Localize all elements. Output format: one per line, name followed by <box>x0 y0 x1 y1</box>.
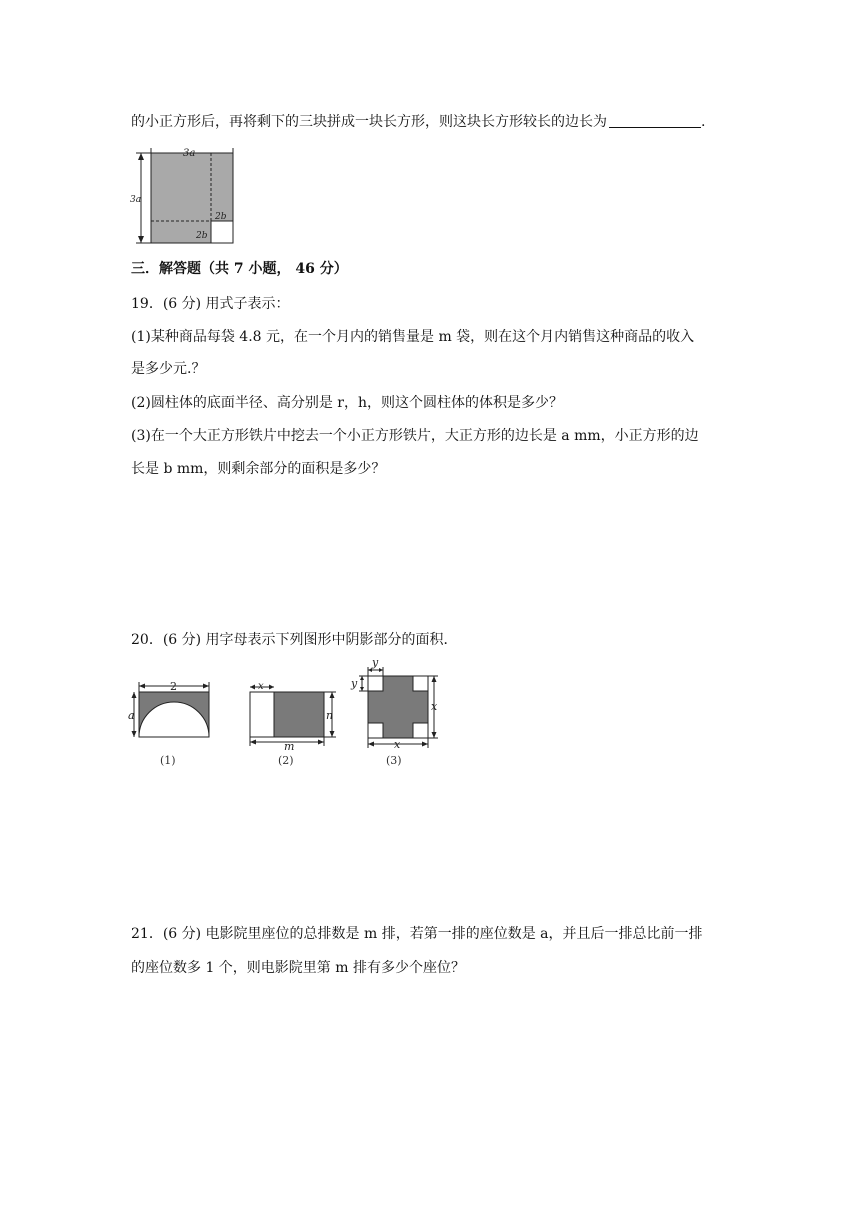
q19-part3-line2: 长是 b mm，则剩余部分的面积是多少？ <box>131 461 386 477</box>
intro-text: 的小正方形后，再将剩下的三块拼成一块长方形，则这块长方形较长的边长为 <box>131 114 607 130</box>
q19-part1-line1: (1)某种商品每袋 4.8 元，在一个月内的销售量是 m 袋，则在这个月内销售这种商品的收入 <box>131 329 695 345</box>
q19-part2: (2)圆柱体的底面半径、高分别是 r，h，则这个圆柱体的体积是多少？ <box>131 395 563 411</box>
figure-square-3a <box>128 145 240 247</box>
q19-stem: 19．(6 分) 用式子表示： <box>131 296 290 312</box>
fig18-label-bottom: 2b <box>196 231 208 241</box>
fig2-label-right: n <box>326 709 334 722</box>
fig3-label-right: x <box>431 700 438 713</box>
fig3-label-bottom: x <box>394 738 401 751</box>
fig1-label-top: 2 <box>170 680 177 693</box>
q21-line1: 21．(6 分) 电影院里座位的总排数是 m 排，若第一排的座位数是 a，并且后一排总比前一排 <box>131 926 703 942</box>
q19-part3-line1: (3)在一个大正方形铁片中挖去一个小正方形铁片，大正方形的边长是 a mm，小正方形的边 <box>131 428 699 444</box>
fig2-label-bottom: m <box>284 740 295 753</box>
fig18-label-right: 2b <box>215 212 227 222</box>
fig18-label-left: 3a <box>130 195 142 205</box>
fig18-label-top: 3a <box>183 148 196 159</box>
fig3-label-left: y <box>351 677 358 690</box>
intro-line <box>131 112 705 132</box>
intro-end-mark: . <box>701 114 706 130</box>
section-heading: 三．解答题（共 7 小题， 46 分） <box>131 261 348 277</box>
fig2-caption: (2) <box>278 754 294 767</box>
q19-part1-line2: 是多少元.？ <box>131 361 206 377</box>
q20-stem: 20．(6 分) 用字母表示下列图形中阴影部分的面积． <box>131 632 458 648</box>
figure-20-3 <box>348 656 444 770</box>
fig1-caption: (1) <box>160 754 176 767</box>
fig3-label-top: y <box>372 656 379 669</box>
fig1-label-left: a <box>128 709 135 722</box>
figure-20-2 <box>246 678 338 770</box>
q21-line2: 的座位数多 1 个，则电影院里第 m 排有多少个座位？ <box>131 960 465 976</box>
fig3-caption: (3) <box>386 754 402 767</box>
answer-blank[interactable] <box>609 113 701 128</box>
fig2-label-top: x <box>258 681 264 692</box>
figure-20-1 <box>128 678 216 770</box>
